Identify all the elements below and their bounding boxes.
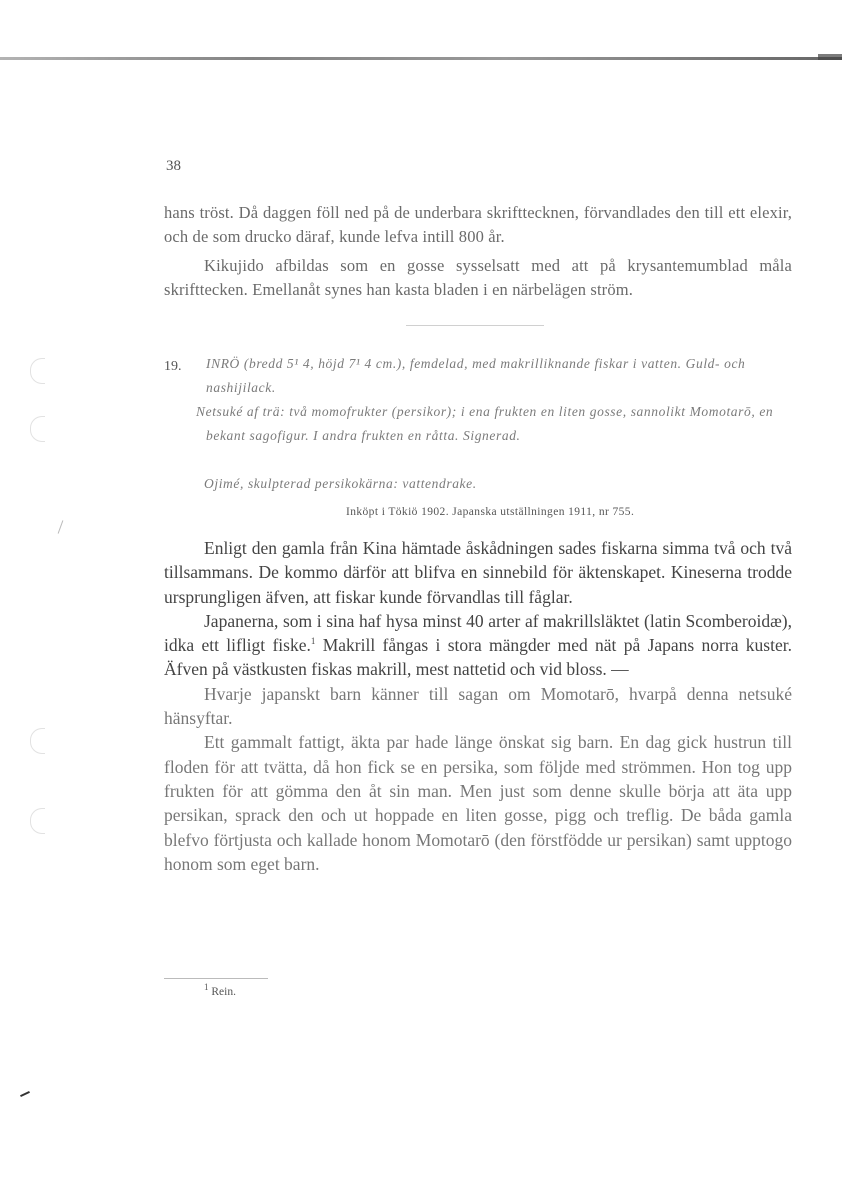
catalogue-netsuke-description: Netsuké af trä: två momofrukter (persikor); i ena frukten en liten gosse, sannolikt Momotarō, en bekant sagofigur. I andra frukten en råtta. Signerad. xyxy=(196,404,774,443)
footnote-reference: 1 xyxy=(310,636,316,647)
opening-paragraph: hans tröst. Då daggen föll ned på de underbara skrifttecknen, förvandlades den till ett elexir, och de som drucko däraf, kunde lefva intill 800 år. xyxy=(164,203,792,247)
scan-speck xyxy=(20,1091,30,1097)
catalogue-inro-description: INRÖ (bredd 5¹ 4, höjd 7¹ 4 cm.), femdelad, med makrilliknande fiskar i vatten. Guld- och nashijilack. xyxy=(206,356,746,395)
section-divider xyxy=(406,325,544,326)
footnote xyxy=(204,982,236,998)
fish-symbolism-paragraph: Enligt den gamla från Kina hämtade åskådningen sades fiskarna simma två och två tillsammans. De kommo därför att blifva en sinnebild för äktenskapet. Kineserna trodde ursprungligen äfven, att fiskar kunde förvandlas till fåglar. xyxy=(164,538,792,607)
scan-speck xyxy=(58,520,64,533)
footnote-marker: 1 xyxy=(204,982,209,993)
page-number: 38 xyxy=(166,158,181,174)
main-text xyxy=(164,536,792,876)
footnote-text: Rein. xyxy=(211,986,236,998)
catalogue-number: 19. xyxy=(164,359,182,374)
binding-hole xyxy=(30,358,45,384)
scan-edge-mark xyxy=(818,54,842,60)
purchase-note: Inköpt i Tökiö 1902. Japanska utställningen 1911, nr 755. xyxy=(346,506,635,518)
scan-edge-rule xyxy=(0,57,842,60)
momotaro-story-paragraph: Ett gammalt fattigt, äkta par hade länge önskat sig barn. En dag gick hustrun till floden för att tvätta, då hon fick se en persika, som följde med strömmen. Hon tog upp frukten för att gömma den åt sin man. Men just som denne skulle börja att äta upp persikan, sprack den och ut hoppade en liten gosse, pigg och treflig. De båda gamla blefvo förtjusta och kallade honom Momotarō (den förstfödde ur persikan) samt upptogo honom som eget barn. xyxy=(164,732,792,874)
mackerel-text-start: Japanerna, som i sina haf hysa minst 40 arter af makrillsläktet (latin Scomberoidæ), idka ett lifligt fiske. xyxy=(164,610,792,656)
footnote-divider xyxy=(164,978,268,979)
mackerel-paragraph xyxy=(164,609,792,682)
kikujido-paragraph: Kikujido afbildas som en gosse sysselsatt med att på krysantemumblad måla skrifttecken. Emellanåt synes han kasta bladen i en närbelägen ström. xyxy=(164,256,792,300)
binding-hole xyxy=(30,416,45,442)
momotaro-intro-paragraph: Hvarje japanskt barn känner till sagan om Momotarō, hvarpå denna netsuké hänsyftar. xyxy=(164,683,792,729)
binding-hole xyxy=(30,808,45,834)
catalogue-ojime-description: Ojimé, skulpterad persikokärna: vattendrake. xyxy=(204,476,477,491)
mackerel-text-end: Makrill fångas i stora mängder med nät på Japans norra kuster. Äfven på västkusten fiskas makrill, mest nattetid och vid bloss. — xyxy=(164,635,792,680)
binding-hole xyxy=(30,728,45,754)
